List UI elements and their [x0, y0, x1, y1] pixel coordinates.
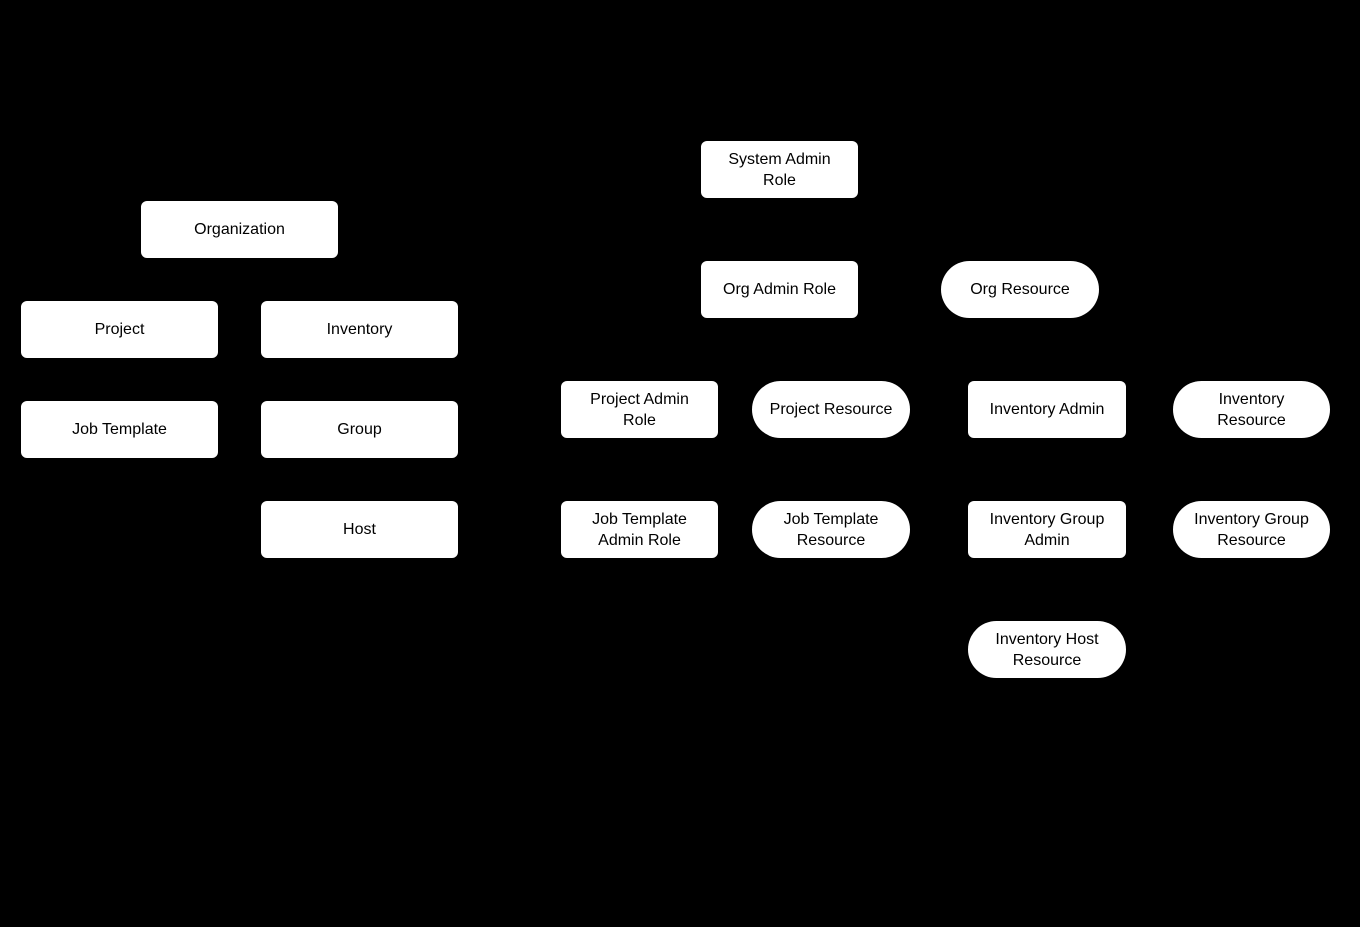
- node-job-template: Job Template: [21, 401, 218, 458]
- node-inventory-admin: Inventory Admin: [968, 381, 1126, 438]
- node-host: Host: [261, 501, 458, 558]
- node-job-template-resource: Job Template Resource: [752, 501, 910, 558]
- node-project-resource: Project Resource: [752, 381, 910, 438]
- node-inventory-group-resource: Inventory Group Resource: [1173, 501, 1330, 558]
- node-inventory-group-admin: Inventory Group Admin: [968, 501, 1126, 558]
- node-inventory: Inventory: [261, 301, 458, 358]
- node-project: Project: [21, 301, 218, 358]
- node-inventory-resource: Inventory Resource: [1173, 381, 1330, 438]
- node-project-admin-role: Project Admin Role: [561, 381, 718, 438]
- node-org-resource: Org Resource: [941, 261, 1099, 318]
- node-system-admin-role: System Admin Role: [701, 141, 858, 198]
- node-inventory-host-resource: Inventory Host Resource: [968, 621, 1126, 678]
- node-group: Group: [261, 401, 458, 458]
- node-organization: Organization: [141, 201, 338, 258]
- node-job-template-admin-role: Job Template Admin Role: [561, 501, 718, 558]
- node-org-admin-role: Org Admin Role: [701, 261, 858, 318]
